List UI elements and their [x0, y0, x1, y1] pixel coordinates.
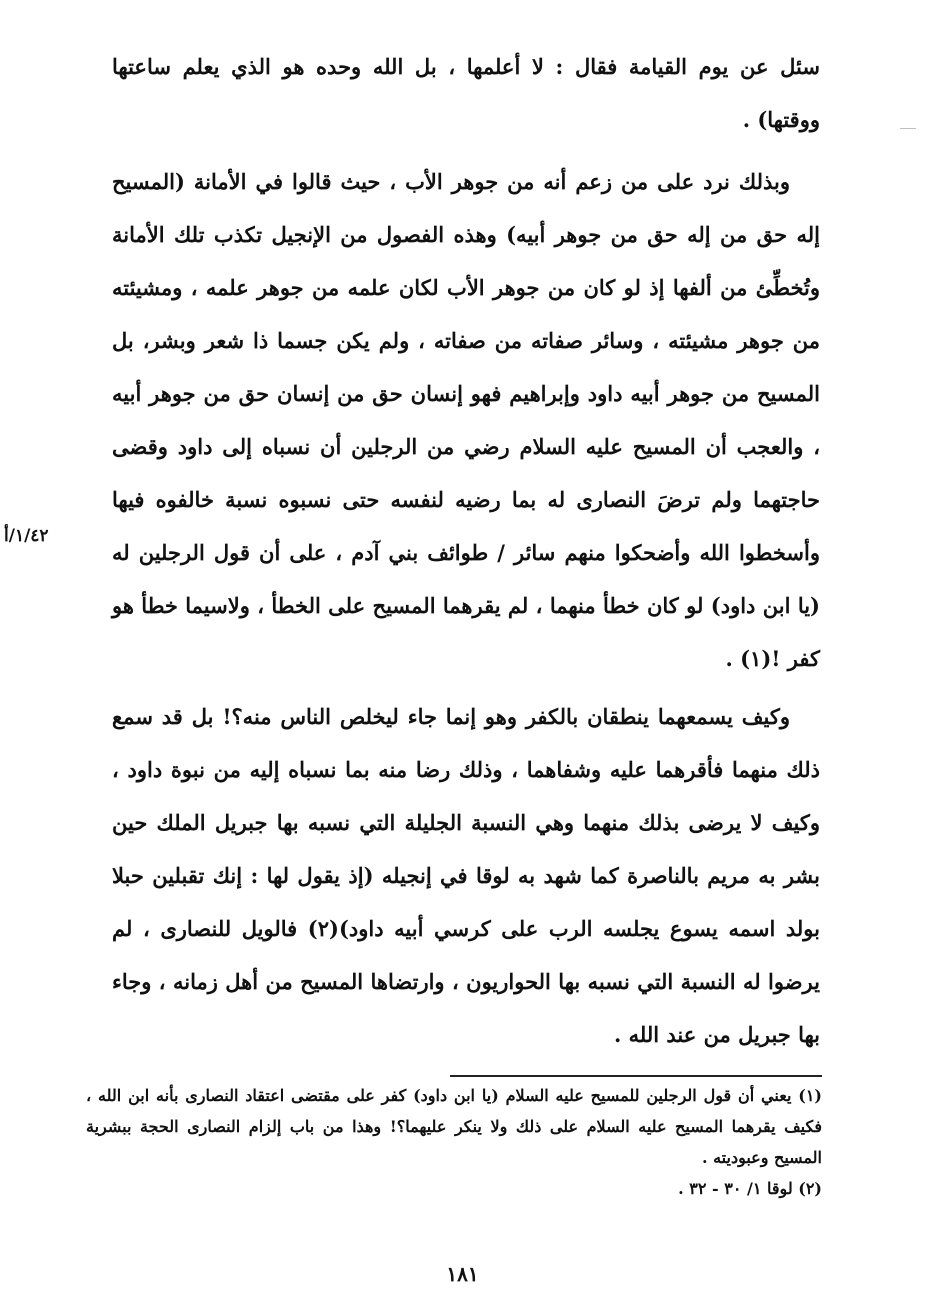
paragraph-2: وبذلك نرد على من زعم أنه من جوهر الأب ، حيث قالوا في الأمانة (المسيح إله حق من إله حق من جوهر أبيه) وهذه الفصول من الإنجيل تكذب تلك الأمانة وتُخطِّئ من ألفها إذ لو كان من جوهر الأب لكان علمه من جوهر علمه ، ومشيئته من جوهر مشيئته ، وسائر صفاته من صفاته ، ولم يكن جسما ذا شعر وبشر، بل المسيح من جوهر أبيه داود وإبراهيم فهو إنسان حق من إنسان حق من جوهر أبيه ، والعجب أن المسيح عليه السلام رضي من الرجلين أن نسباه إلى داود وقضى حاجتهما ولم ترضَ النصارى له بما رضيه لنفسه حتى نسبوه نسبة خالفوه فيها وأسخطوا الله وأضحكوا منهم سائر / طوائف بني آدم ، على أن قول الرجلين له (يا ابن داود) لو كان خطأ منهما ، لم يقرهما المسيح على الخطأ ، ولاسيما خطأ هو كفر !(١) . — [112, 169, 820, 671]
footnote-1: (١) يعني أن قول الرجلين للمسيح عليه السلام (يا ابن داود) كفر على مقتضى اعتقاد النصارى بأنه ابن الله ، فكيف يقرهما المسيح عليه السلام على ذلك ولا ينكر عليهما؟! وهذا من باب إلزام النصارى الحجة ببشرية المسيح وعبوديته . — [86, 1086, 822, 1167]
footnotes — [86, 1080, 822, 1204]
footnote-2: (٢) لوقا ١/ ٣٠ - ٣٢ . — [678, 1179, 822, 1198]
manuscript-folio-reference: ١/٤٢/أ — [4, 526, 49, 546]
page-number: ١٨١ — [446, 1262, 479, 1286]
paragraph-3: وكيف يسمعهما ينطقان بالكفر وهو إنما جاء ليخلص الناس منه؟! بل قد سمع ذلك منهما فأقرهما عليه وشفاهما ، وذلك رضا منه بما نسباه إليه من نبوة داود ، وكيف لا يرضى بذلك منهما وهي النسبة الجليلة التي نسبه بها جبريل الملك حين بشر به مريم بالناصرة كما شهد به لوقا في إنجيله (إذ يقول لها : إنك تقبلين حبلا بولد اسمه يسوع يجلسه الرب على كرسي أبيه داود)(٢) فالويل للنصارى ، لم يرضوا له النسبة التي نسبه بها الحواريون ، وارتضاها المسيح من أهل زمانه ، وجاء بها جبريل من عند الله . — [112, 704, 821, 1047]
footnote-separator — [450, 1075, 822, 1077]
paragraph-continuation — [112, 40, 820, 146]
paragraph-block-2 — [112, 155, 820, 685]
paragraph-block-3 — [112, 690, 820, 1061]
margin-tick-mark — [900, 128, 916, 129]
paragraph-1: سئل عن يوم القيامة فقال : لا أعلمها ، بل الله وحده هو الذي يعلم ساعتها ووقتها) . — [112, 54, 820, 132]
